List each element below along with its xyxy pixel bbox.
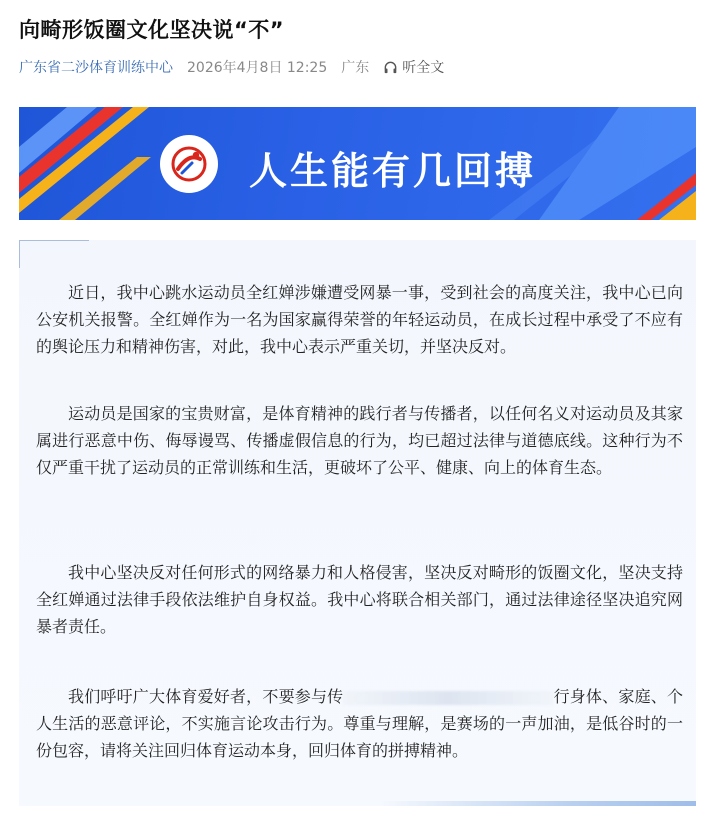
- article-timestamp: 2026年4月8日 12:25: [187, 60, 328, 76]
- article-source[interactable]: 广东省二沙体育训练中心: [19, 60, 173, 76]
- listen-button[interactable]: [383, 57, 444, 77]
- corner-decoration-horizontal: [19, 240, 89, 241]
- article-region: 广东: [341, 60, 370, 76]
- corner-decoration-vertical: [19, 240, 20, 268]
- article-paragraph-3: 我中心坚决反对任何形式的网络暴力和人格侵害，坚决反对畸形的饭圈文化，坚决支持全红婵通过法律手段依法维护自身权益。我中心将联合相关部门，通过法律途径坚决追究网暴者责任。: [36, 563, 683, 636]
- headphones-icon: [383, 60, 398, 75]
- listen-label: 听全文: [402, 60, 445, 76]
- paragraph-4-start: 我们呼吁广大体育爱好者，不要参与传: [68, 687, 344, 706]
- blurred-text: [343, 691, 553, 705]
- banner-slogan: 人生能有几回搏: [249, 149, 537, 193]
- article-paragraph-1: 近日，我中心跳水运动员全红婵涉嫌遭受网暴一事，受到社会的高度关注，我中心已向公安机关报警。全红婵作为一名为国家赢得荣誉的年轻运动员，在成长过程中承受了不应有的舆论压力和精神伤害，对此，我中心表示严重关切，并坚决反对。: [36, 283, 683, 356]
- article-meta: [19, 56, 444, 78]
- article-paragraph-2: 运动员是国家的宝贵财富，是体育精神的践行者与传播者，以任何名义对运动员及其家属进行恶意中伤、侮辱谩骂、传播虚假信息的行为，均已超过法律与道德底线。这种行为不仅严重干扰了运动员的正常训练和生活，更破坏了公平、健康、向上的体育生态。: [36, 404, 683, 477]
- sports-center-logo: [160, 135, 218, 193]
- article-title: 向畸形饭圈文化坚决说“不”: [19, 18, 285, 42]
- paragraph-4-end: 行身体、家庭、个人生活的恶意评论，不实施言论攻击行为。尊重与理解，是赛场的一声加油，是低谷时的一份包容，请将关注回归体育运动本身，回归体育的拼搏精神。: [36, 687, 683, 760]
- banner-image: [19, 107, 696, 220]
- bottom-decoration-line: [380, 801, 696, 806]
- article-paragraph-4: [36, 683, 683, 764]
